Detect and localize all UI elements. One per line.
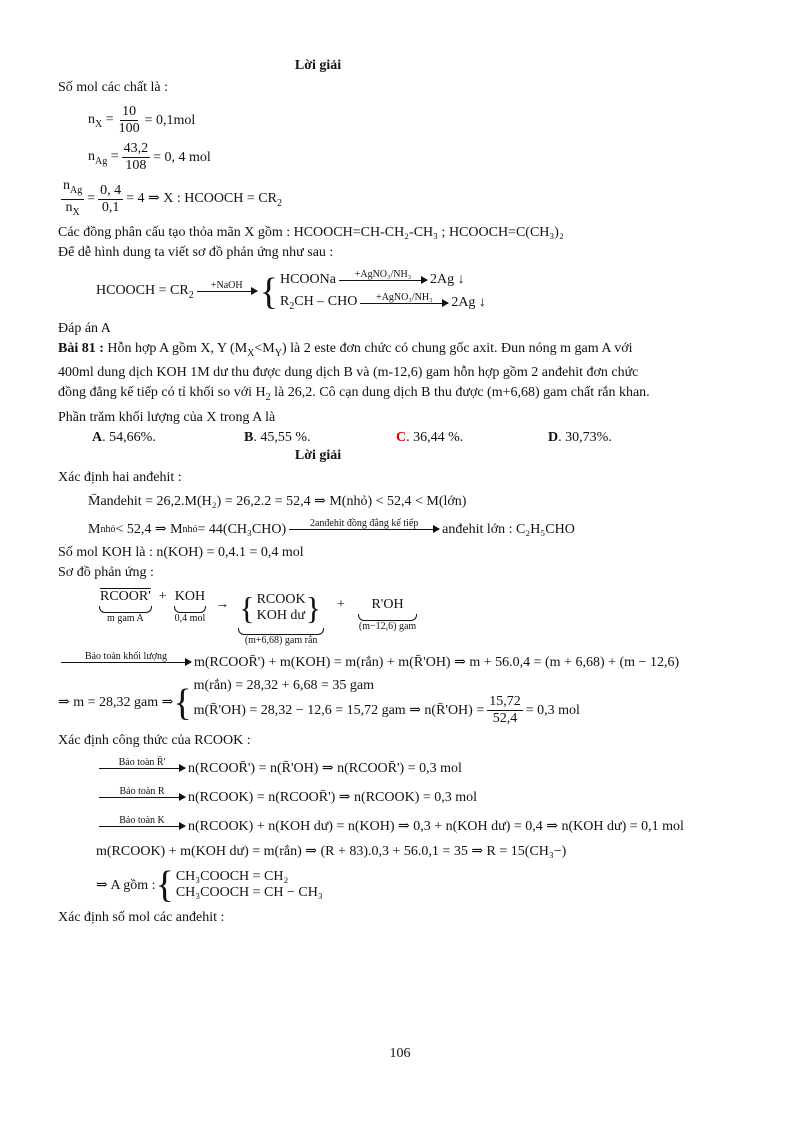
problem-line-3: đồng đẳng kế tiếp có tỉ khối so với $H_2$ là 26,2. Cô cạn dung dịch B thu được (m+6,68) gam chất rắn khan.: [58, 385, 650, 404]
eq-m-average: M̄andehit = 26,2.M(H₂) = 26,2.2 = 52,4 ⇒ M(nhỏ) < 52,4 < M(lớn): [88, 494, 467, 510]
eq-nx: $n_X$ = $\frac{10}{100}$ = 0,1mol: [88, 104, 196, 136]
heading-loi-giai-2: Lời giải: [294, 448, 342, 464]
option-b[interactable]: B. 45,55 %.: [244, 430, 311, 446]
page-number: 106: [389, 1046, 411, 1061]
reaction-scheme-1: HCOOCH = $CR_2$ +NaOH { HCOONa +AgNO₃/NH₃ 2Ag ↓ $R_2CH$ – CHO +AgNO₃/NH₃ 2Ag ↓: [96, 268, 486, 313]
page-content: [58, 58, 748, 928]
eq-bao-toan-k: Bảo toàn K n(RCOOK) + n(KOH dư) = n(KOH) ⇒ 0,3 + n(KOH dư) = 0,4 ⇒ n(KOH dư) = 0,1 mol: [96, 815, 748, 838]
eq-bao-toan-r: Bảo toàn R n(RCOOK) = n(RCOOR̄') ⇒ n(RCOOK) = 0,3 mol: [96, 786, 748, 809]
text-so-do: Để dễ hình dung ta viết sơ đồ phản ứng như sau :: [58, 244, 334, 260]
text-so-do-2: Sơ đồ phản ứng :: [58, 565, 154, 581]
text-so-mol-andehit: Xác định số mol các anđehit :: [58, 910, 225, 926]
eq-m-small: M nhỏ < 52,4 ⇒ M nhỏ = 44(CH₃CHO) 2anđehit đồng đẳng kế tiếp anđehit lớn : C₂H₅CHO: [88, 518, 575, 538]
problem-line-4: Phần trăm khối lượng của X trong A là: [58, 410, 276, 426]
text-dong-phan: Các đồng phân cấu tạo thỏa mãn X gồm : HCOOCH=CH-CH₂-CH₃ ; HCOOCH=C(CH₃)₂: [58, 224, 564, 240]
text-so-mol: Số mol các chất là :: [58, 80, 169, 95]
text-dap-an: Đáp án A: [58, 320, 111, 336]
text-ct-rcook: Xác định công thức của RCOOK :: [58, 733, 251, 749]
option-d[interactable]: D. 30,73%.: [548, 430, 612, 446]
eq-a-gom: ⇒ A gồm : { CH₃COOCH = CH₂ CH₃COOCH = CH − CH₃: [96, 864, 323, 907]
problem-statement: Bài 81 : Hỗn hợp A gồm X, Y $(M_X<M_Y)$ là 2 este đơn chức có chung gốc axit. Đun nóng m gam A với: [58, 340, 633, 359]
eq-bao-toan-r-prime: Bảo toàn R̄' n(RCOOR̄') = n(R̄'OH) ⇒ n(RCOOR̄') = 0,3 mol: [96, 757, 748, 780]
option-a[interactable]: A. 54,66%.: [92, 430, 156, 446]
answer-options: [92, 430, 748, 446]
text-xac-dinh: Xác định hai anđehit :: [58, 470, 182, 486]
eq-ratio: $\frac{n_{Ag}}{n_X}$ = $\frac{0, 4}{0,1}$ = 4 ⇒ X : HCOOCH = $CR_2$: [63, 178, 282, 218]
eq-m-value: ⇒ m = 28,32 gam ⇒ { m(rắn) = 28,32 + 6,68 = 35 gam m(R̄'OH) = 28,32 − 12,6 = 15,72 gam ⇒ n(R̄'OH) = $\frac{15,72}{52,4}$ = 0,3 mol: [58, 678, 580, 727]
eq-bao-toan-khoi-luong: Bảo toàn khối lượng m(RCOOR̄') + m(KOH) = m(rắn) + m(R̄'OH) ⇒ m + 56.0,4 = (m + 6,68) + (m − 12,6): [58, 651, 748, 674]
heading-loi-giai: Lời giải: [294, 58, 342, 73]
text-koh-mol: Số mol KOH là : n(KOH) = 0,4.1 = 0,4 mol: [58, 545, 304, 561]
option-c[interactable]: C. 36,44 %.: [396, 430, 464, 446]
problem-line-2: 400ml dung dịch KOH 1M dư thu được dung dịch B và (m-12,6) gam hỗn hợp gồm 2 anđehit đơn chức: [58, 365, 639, 381]
eq-m-rcook: m(RCOOK) + m(KOH dư) = m(rắn) ⇒ (R + 83).0,3 + 56.0,1 = 35 ⇒ R = 15(CH₃−): [96, 844, 567, 860]
reaction-scheme-2: RCOOR' m gam A + KOH 0,4 mol → { RCOOK KOH dư } (m+6,68) gam rắn + R'OH (m−12,6) gam: [100, 589, 417, 647]
eq-nag: $n_{Ag}$ = $\frac{43,2}{108}$ = 0, 4 mol: [88, 141, 211, 173]
